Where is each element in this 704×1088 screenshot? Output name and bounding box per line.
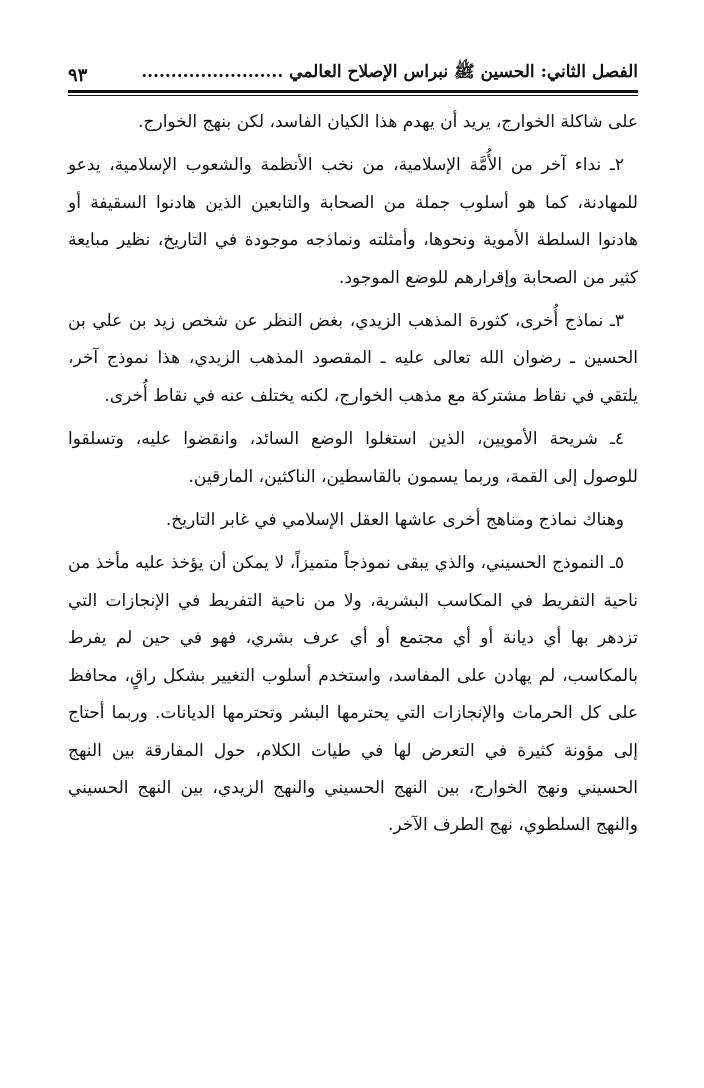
- paragraph-item-3: ٣ـ نماذج أُخرى، كثورة المذهب الزيدي، بغض النظر عن شخص زيد بن علي بن الحسين ـ رضوان الله تعالى عليه ـ المقصود المذهب الزيدي، هذا نموذج آخر، يلتقي في نقاط مشتركة مع مذهب الخوارج، لكنه يختلف عنه في نقاط أُخرى.: [68, 311, 638, 406]
- document-page: [68, 56, 638, 851]
- paragraph-other-models: وهناك نماذج ومناهج أخرى عاشها العقل الإسلامي في غابر التاريخ.: [165, 510, 624, 531]
- page-number: ٩٣: [68, 65, 88, 86]
- body-text: [68, 104, 638, 845]
- chapter-title: الفصل الثاني: الحسين ﷺ نبراس الإصلاح العالمي ........................: [141, 62, 638, 82]
- paragraph-item-5: ٥ـ النموذج الحسيني، والذي يبقى نموذجاً متميزاً، لا يمكن أن يؤخذ عليه مأخذ من ناحية التفريط في المكاسب البشرية، ولا من ناحية التفريط في الإنجازات التي تزدهر بها أي ديانة أو أي مجتمع أو أي عرف بشري، فهو في حين لم يفرط بالمكاسب، لم يهادن على المفاسد، واستخدم أسلوب التغيير بشكل راقٍ، محافظ على كل الحرمات والإنجازات التي يحترمها البشر وتحترمها الديانات. وربما أحتاج إلى مؤونة كثيرة في التعرض لها في طيات الكلام، حول المفارقة بين النهج الحسيني ونهج الخوارج، بين النهج الحسيني والنهج الزيدي، بين النهج الحسيني والنهج السلطوي، نهج الطرف الآخر.: [68, 553, 638, 836]
- header-rule-thick: [68, 90, 638, 93]
- running-header: [68, 56, 638, 86]
- paragraph-continuation: على شاكلة الخوارج، يريد أن يهدم هذا الكيان الفاسد، لكن بنهج الخوارج.: [138, 112, 638, 132]
- header-rule-thin: [68, 95, 638, 96]
- paragraph-item-2: ٢ـ نداء آخر من الأُمَّة الإسلامية، من نخب الأنظمة والشعوب الإسلامية، يدعو للمهادنة، كما هو أسلوب جملة من الصحابة والتابعين الذين هادنوا السقيفة أو هادنوا السلطة الأموية ونحوها، وأمثلته ونماذجه موجودة في التاريخ، نظير مبايعة كثير من الصحابة وإقرارهم للوضع الموجود.: [68, 155, 638, 288]
- paragraph-item-4: ٤ـ شريحة الأمويين، الذين استغلوا الوضع السائد، وانقضوا عليه، وتسلقوا للوصول إلى القمة، وربما يسمون بالقاسطين، الناكثين، المارقين.: [68, 429, 638, 487]
